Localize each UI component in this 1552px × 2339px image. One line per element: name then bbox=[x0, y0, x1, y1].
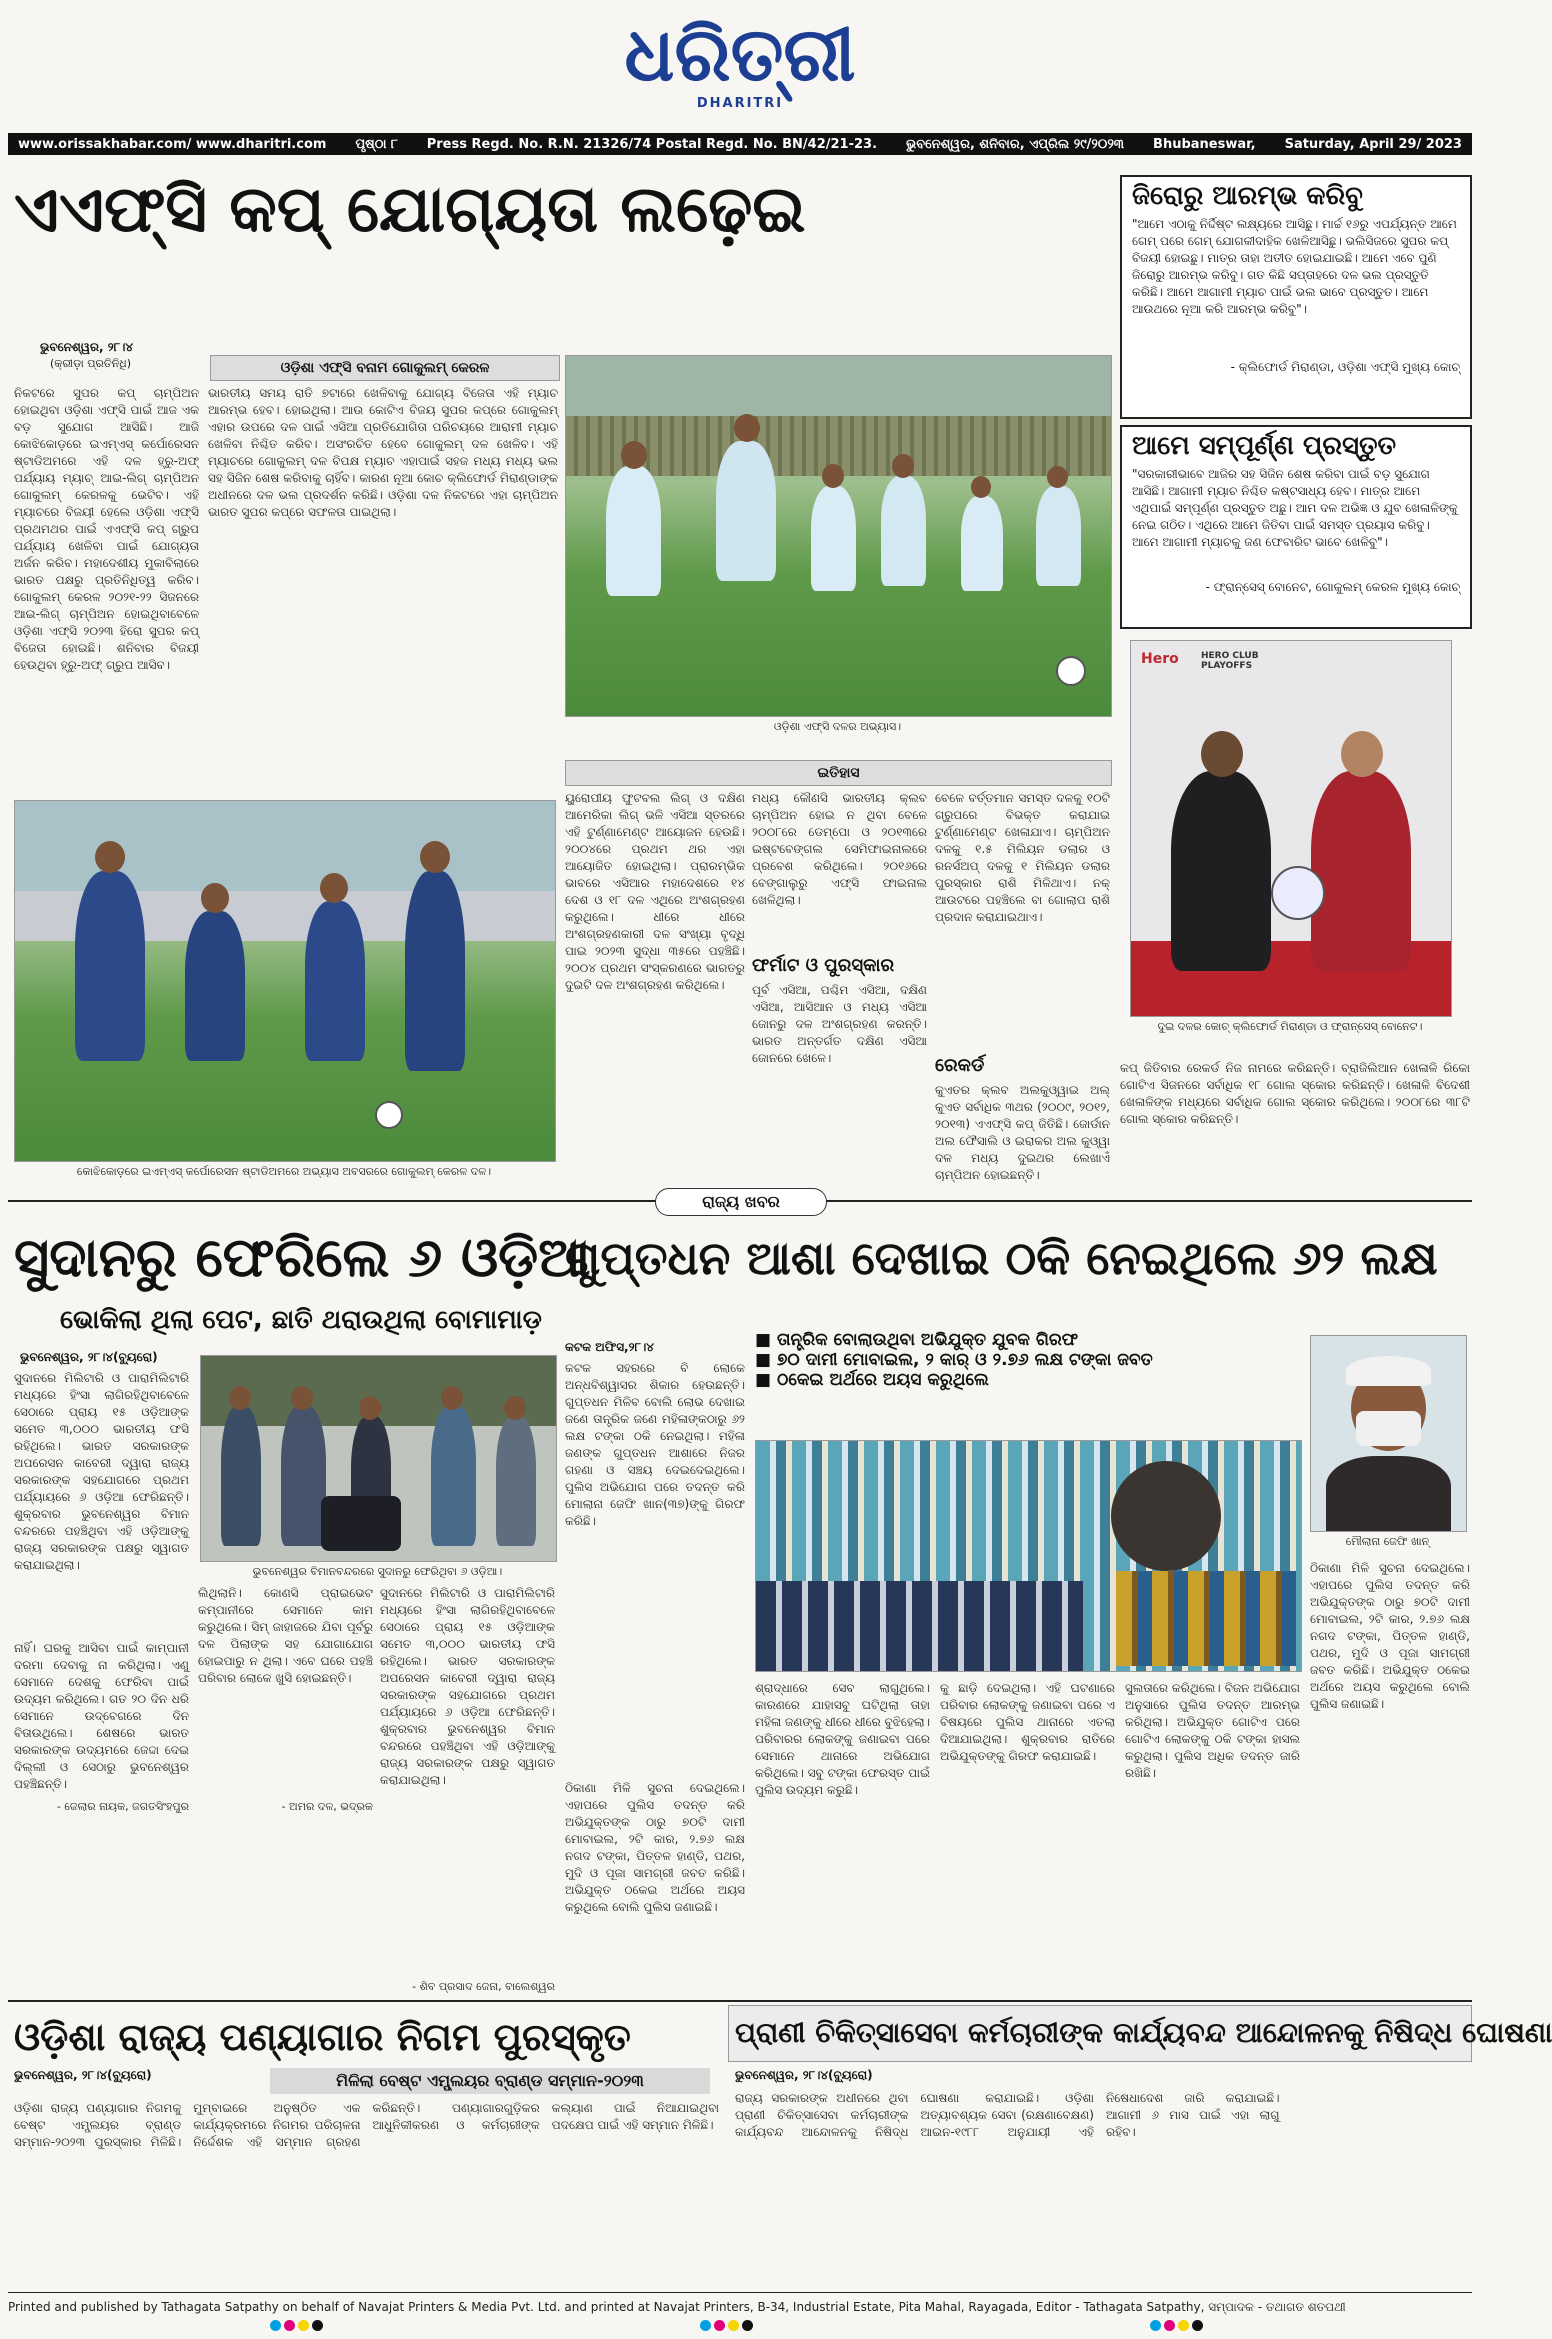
sudan-body-3: ଲିଥିଲାନି। କୋଣସି ପ୍ରାଇଭେଟ କମ୍ପାନୀରେ ସେମାନେ କାମ କରୁଥିଲେ। ସିମ୍ ଜାହାଜରେ ଯିବା ପୂର୍ବରୁ ଦଳ ପିଲାଙ୍କ ସହ ଯୋଗାଯୋଗ ହୋଇପାରୁ ନ ଥିଲା। ଏବେ ଘରେ ପହଞ୍ଚି ପରିବାର ଲୋକେ ଖୁସି ହୋଇଛନ୍ତି। bbox=[198, 1586, 373, 1685]
history-body-2: ମଧ୍ୟ କୌଣସି ଭାରତୀୟ କ୍ଲବ ଚାମ୍ପିଅନ ହୋଇ ନ ଥିବା ବେଳେ ୨୦୦୮ରେ ଡେମ୍ପୋ ଓ ୨୦୧୩ରେ ଇଷ୍ଟବେଙ୍ଗଲ ସେମିଫାଇନାଲରେ ପ୍ରବେଶ କରିଥିଲେ। ୨୦୧୬ରେ ବେଙ୍ଗାଲୁରୁ ଏଫ୍‌ସି ଫାଇନାଲ ଖେଳିଥିଲା। bbox=[752, 791, 927, 907]
sudan-dateline: ଭୁବନେଶ୍ୱର, ୨୮।୪(ବ୍ୟୁରୋ) bbox=[20, 1350, 158, 1364]
treasure-body-5: ସୁଲତାରେ କରିଥିଲେ। ବିଜନ ଅଭିଯୋଗ ଅନୁସାରେ ପୁଲିସ ତଦନ୍ତ ଆରମ୍ଭ କରିଥିଲା। ଅଭିଯୁକ୍ତ ଗୋଟିଏ ପରେ ଗୋଟିଏ ଲୋକଙ୍କୁ ଠକି ଟଙ୍କା ହାସଲ କରୁଥିଲା। ପୁଲିସ ଅଧିକ ତଦନ୍ତ ଜାରି ରଖିଛି। bbox=[1125, 1681, 1300, 1780]
main-body-col1: ନିକଟରେ ସୁପର କପ୍ ଚାମ୍ପିଅନ ହୋଇଥିବା ଓଡ଼ିଶା ଏଫ୍‌ସି ପାଇଁ ଆଜ ଏକ ବଡ଼ ସୁଯୋଗ ଆସିଛି। ଆଜି କୋଝିକୋଡ଼ରେ ଇଏମ୍‌ଏସ୍ କର୍ପୋରେସନ ଷ୍ଟାଡିଅମରେ ଏହି ଦଳ ହ୍ରୁ-ଅଫ୍ ପର୍ଯ୍ୟାୟ ମ୍ୟାଚ୍ ଆଇ-ଲିଗ୍ ଚାମ୍ପିଅନ ଗୋକୁଲମ୍ କେରଳକୁ ଭେଟିବ। ଏହି ମ୍ୟାଚରେ ବିଜୟୀ ହେଲେ ଓଡ଼ିଶା ଏଫ୍‌ସି ପ୍ରଥମଥର ପାଇଁ ଏଏଫ୍‌ସି କପ୍ ଗ୍ରୁପ ପର୍ଯ୍ୟାୟ ଖେଳିବା ପାଇଁ ଯୋଗ୍ୟତା ଅର୍ଜନ କରିବ। ମହାଦେଶୀୟ ମୁକାବିଲାରେ ଭାରତ ପକ୍ଷରୁ ପ୍ରତିନିଧିତ୍ୱ କରିବ। ଗୋକୁଲମ୍ କେରଳ ୨୦୨୧-୨୨ ସିଜନରେ ଆଇ-ଲିଗ୍ ଚାମ୍ପିଅନ ହୋଇଥିବାବେଳେ ଓଡ଼ିଶା ଏଫ୍‌ସି ୨୦୨୩ ହିରୋ ସୁପର କପ୍ ବିଜେତା ହୋଇଛି। ଶନିବାର ବିଜୟୀ ହେଉଥିବା ହ୍ରୁ-ଅଫ୍ ଗ୍ରୁପ ଆସିବ। bbox=[14, 386, 199, 672]
treasure-headline[interactable]: ଗୁପ୍ତଧନ ଆଶା ଦେଖାଇ ଠକି ନେଇଥିଲେ ୬୨ ଲକ୍ଷ bbox=[565, 1231, 1438, 1285]
registration-marks-icon bbox=[1150, 2320, 1203, 2331]
vet-headline[interactable]: ପ୍ରାଣୀ ଚିକିତ୍ସାସେବା କର୍ମଚାରୀଙ୍କ କାର୍ଯ୍ୟବନ୍ଦ ଆନ୍ଦୋଳନକୁ ନିଷିଦ୍ଧ ଘୋଷଣା bbox=[735, 2016, 1552, 2049]
website-links[interactable]: www.orissakhabar.com/ www.dharitri.com bbox=[18, 136, 327, 152]
sudan-photo-caption: ଭୁବନେଶ୍ୱର ବିମାନବନ୍ଦରରେ ସୁଦାନରୁ ଫେରିଥିବା ୬ ଓଡ଼ିଆ। bbox=[252, 1565, 503, 1578]
main-byline: (କ୍ରୀଡ଼ା ପ୍ରତିନିଧି) bbox=[50, 357, 132, 370]
sudan-subhead: ଭୋକିଲା ଥିଲା ପେଟ, ଛାତି ଥରାଉଥିଲା ବୋମାମାଡ଼ bbox=[60, 1305, 542, 1335]
history-label: ଇତିହାସ bbox=[565, 760, 1112, 786]
section-label-state-news: ରାଜ୍ୟ ଖବର bbox=[655, 1188, 827, 1216]
sudan-returnees-photo bbox=[200, 1355, 557, 1562]
sudan-body-2: ନାହିଁ। ଘରକୁ ଆସିବା ପାଇଁ କାମ୍ପାନୀ ଦରମା ଦେବାକୁ ନା କରିଥିଲା। ଏଣୁ ସେମାନେ ଦେଶକୁ ଫେରିବା ପାଇଁ ଉଦ୍ୟମ କରିଥିଲେ। ଗତ ୨୦ ଦିନ ଧରି ସେମାନେ ଉଦ୍‌ବେଗରେ ଦିନ ବିତାଉଥିଲେ। ଶେଷରେ ଭାରତ ସରକାରଙ୍କ ଉଦ୍ୟମରେ ଜେଦ୍ଦା ଦେଇ ଦିଲ୍ଲୀ ଓ ସେଠାରୁ ଭୁବନେଶ୍ୱର ପହଞ୍ଚିଛନ୍ତି। bbox=[14, 1641, 189, 1791]
bullet-item: ■ ଠକେଇ ଅର୍ଥରେ ଅୟସ କରୁଥିଲେ bbox=[755, 1370, 989, 1390]
sudan-sign-3: - ଶିବ ପ୍ରସାଦ ଜେନା, ବାଲେଶ୍ୱର bbox=[412, 1980, 555, 1993]
imprint-line: Printed and published by Tathagata Satpathy on behalf of Navajat Printers & Media Pvt. Ltd. and printed at Navajat Printers, B-34, Industrial Estate, Pita Mahal, Rayagada, Editor - Tathagata Satpathy, ସମ୍ପାଦକ - ତଥାଗତ ଶତପଥୀ bbox=[8, 2300, 1346, 2314]
treasure-bullets bbox=[755, 1330, 1300, 1390]
gokulam-photo-caption: କୋଝିକୋଡ଼ରେ ଇଏମ୍‌ଏସ୍ କର୍ପୋରେସନ ଷ୍ଟାଡିଅମରେ ଅଭ୍ୟାସ ଅବସରରେ ଗୋକୁଲମ୍ କେରଳ ଦଳ। bbox=[76, 1165, 492, 1178]
main-headline[interactable]: ଏଏଫ୍‌ସି କପ୍ ଯୋଗ୍ୟତା ଲଢ଼େଇ bbox=[14, 173, 806, 247]
quote-box-2 bbox=[1120, 425, 1472, 629]
treasure-body-6: ଠିକାଣା ମିଳି ସୁଚନା ଦେଇଥିଲେ। ଏହାପରେ ପୁଲିସ ତଦନ୍ତ କରି ଅଭିଯୁକ୍ତଙ୍କ ଠାରୁ ୭୦ଟି ଦାମୀ ମୋବାଇଲ, ୨ଟି କାର, ୨.୭୬ ଲକ୍ଷ ନଗଦ ଟଙ୍କା, ପିତ୍ତଳ ହାଣ୍ଡି, ପଥର, ମୁଦି ଓ ପୂଜା ସାମଗ୍ରୀ ଜବତ କରିଛି। ଅଭିଯୁକ୍ତ ଠକେଇ ଅର୍ଥରେ ଅୟସ କରୁଥିଲେ ବୋଲି ପୁଲିସ ଜଣାଇଛି। bbox=[1310, 1561, 1470, 1711]
sidebar-heading-1: ଜିରୋରୁ ଆରମ୍ଭ କରିବୁ bbox=[1132, 181, 1363, 211]
records-body-1: କୁଏତର କ୍ଲବ ଅଲକୁଓ୍ୱାଇ ଅଲ୍ କୁଏତ ସର୍ବାଧିକ ୩ଥର (୨୦୦୯, ୨୦୧୨, ୨୦୧୩) ଏଏଫ୍‌ସି କପ୍ ଜିତିଛି। ଜୋର୍ଡାନ ଅଲ ଫୈସାଲି ଓ ଇରାକର ଅଲ କୁଓ୍ୱା ଦଳ ମଧ୍ୟ ଦୁଇଥର ଲେଖାଏଁ ଚାମ୍ପିଅନ ହୋଇଛନ୍ତି। bbox=[935, 1083, 1110, 1182]
registration-marks-icon bbox=[700, 2320, 753, 2331]
warehouse-body: ଓଡ଼ିଶା ରାଜ୍ୟ ପଣ୍ୟାଗାର ନିଗମକୁ ବେଷ୍ଟ ଏମ୍ପ୍ଲୟର ବ୍ରାଣ୍ଡ ସମ୍ମାନ-୨୦୨୩ ପୁରସ୍କାର ମିଳିଛି। ମୁମ୍ବାଇରେ ଅନୁଷ୍ଠିତ ଏକ କାର୍ଯ୍ୟକ୍ରମରେ ନିଗମର ପରିଚାଳନା ନିର୍ଦ୍ଦେଶକ ଏହି ସମ୍ମାନ ଗ୍ରହଣ କରିଛନ୍ତି। ପଣ୍ୟାଗାରଗୁଡ଼ିକର ଆଧୁନିକୀକରଣ ଓ କର୍ମଚାରୀଙ୍କ କଲ୍ୟାଣ ପାଇଁ ନିଆଯାଇଥିବା ପଦକ୍ଷେପ ପାଇଁ ଏହି ସମ୍ମାନ ମିଳିଛି। bbox=[14, 2101, 719, 2149]
treasure-body-2: ଠିକାଣା ମିଳି ସୁଚନା ଦେଇଥିଲେ। ଏହାପରେ ପୁଲିସ ତଦନ୍ତ କରି ଅଭିଯୁକ୍ତଙ୍କ ଠାରୁ ୭୦ଟି ଦାମୀ ମୋବାଇଲ, ୨ଟି କାର, ୨.୭୬ ଲକ୍ଷ ନଗଦ ଟଙ୍କା, ପିତ୍ତଳ ହାଣ୍ଡି, ପଥର, ମୁଦି ଓ ପୂଜା ସାମଗ୍ରୀ ଜବତ କରିଛି। ଅଭିଯୁକ୍ତ ଠକେଇ ଅର୍ଥରେ ଅୟସ କରୁଥିଲେ ବୋଲି ପୁଲିସ ଜଣାଇଛି। bbox=[565, 1781, 745, 1914]
sidebar-heading-2: ଆମେ ସମ୍ପୂର୍ଣ୍ଣ ପ୍ରସ୍ତୁତ bbox=[1132, 431, 1397, 461]
warehouse-headline[interactable]: ଓଡ଼ିଶା ରାଜ୍ୟ ପଣ୍ୟାଗାର ନିଗମ ପୁରସ୍କୃତ bbox=[14, 2015, 631, 2059]
records-body-2: କପ୍ ଜିତିବାର ରେକର୍ଡ ନିଜ ନାମରେ କରିଛନ୍ତି। ବ୍ରାଜିଲିଆନ ଖେଳାଳି ରିକୋ ଗୋଟିଏ ସିଜନରେ ସର୍ବାଧିକ ୧୮ ଗୋଲ ସ୍କୋର କରିଛନ୍ତି। ଖେଳାଳି ବିଦେଶୀ ଖେଳାଳିଙ୍କ ମଧ୍ୟରେ ସର୍ବାଧିକ ଗୋଲ ସ୍କୋର କରିଥିଲେ। ୨୦୦୮ରେ ୩୮ଟି ଗୋଲ ସ୍କୋର କରିଛନ୍ତି। bbox=[1120, 1061, 1470, 1126]
sudan-body-1: ସୁଦାନରେ ମିଲିଟାରି ଓ ପାରାମିଲିଟାରି ମଧ୍ୟରେ ହିଂସା ଲାଗିରହିଥିବାବେଳେ ସେଠାରେ ପ୍ରାୟ ୧୫ ଓଡ଼ିଆଙ୍କ ସମେତ ୩,୦୦୦ ଭାରତୀୟ ଫସି ରହିଥିଲେ। ଭାରତ ସରକାରଙ୍କ ଅପରେସନ କାବେରୀ ଦ୍ୱାରା ରାଜ୍ୟ ସରକାରଙ୍କ ସହଯୋଗରେ ପ୍ରଥମ ପର୍ଯ୍ୟାୟରେ ୬ ଓଡ଼ିଆ ଫେରିଛନ୍ତି। ଶୁକ୍ରବାର ଭୁବନେଶ୍ୱର ବିମାନ ବନ୍ଦରରେ ପହଞ୍ଚିଥିବା ଏହି ଓଡ଼ିଆଙ୍କୁ ରାଜ୍ୟ ସରକାରଙ୍କ ପକ୍ଷରୁ ସ୍ୱାଗତ କରାଯାଇଥିଲା। bbox=[14, 1371, 189, 1572]
treasure-body-1: କଟକ ସହରରେ ବି ଲୋକେ ଅନ୍ଧବିଶ୍ୱାସର ଶିକାର ହେଉଛନ୍ତି। ଗୁପ୍ତଧନ ମିଳିବ ବୋଲି ଲୋଭ ଦେଖାଇ ଜଣେ ତାନ୍ତ୍ରିକ ଜଣେ ମହିଳାଙ୍କଠାରୁ ୬୨ ଲକ୍ଷ ଟଙ୍କା ଠକି ନେଇଥିଲା। ମହିଳା ଜଣଙ୍କ ଗୁପ୍ତଧନ ଆଶାରେ ନିଜର ଗହଣା ଓ ସଞ୍ଚୟ ଦେଇଦେଇଥିଲେ। ପୁଲିସ ଅଭିଯୋଗ ପରେ ତଦନ୍ତ କରି ମୋଲାନା ଜେଫି ଖାନ(୩୭)ଙ୍କୁ ଗିରଫ କରିଛି। bbox=[565, 1361, 745, 1528]
history-body-3: ବେଳେ ବର୍ତ୍ତମାନ ସମସ୍ତ ଦଳକୁ ୧୦ଟି ଗ୍ରୁପରେ ବିଭକ୍ତ କରାଯାଇ ଟୁର୍ଣ୍ଣାମେଣ୍ଟ ଖେଳାଯାଏ। ଚାମ୍ପିଅନ ଦଳକୁ ୧.୫ ମିଲିୟନ ଡଲାର ଓ ରନର୍ସଅପ୍ ଦଳକୁ ୧ ମିଲିୟନ ଡଲାର ପୁରସ୍କାର ରାଶି ମିଳିଥାଏ। ନକ୍ ଆଉଟରେ ପହଞ୍ଚିଲେ ବା ଗୋଲାପ ରାଶି ପ୍ରଦାନ କରାଯାଇଥାଏ। bbox=[935, 791, 1110, 924]
registration-marks-icon bbox=[270, 2320, 323, 2331]
registration-text: Press Regd. No. R.N. 21326/74 Postal Regd. No. BN/42/21-23. bbox=[426, 136, 878, 152]
seized-items-photo bbox=[755, 1440, 1302, 1672]
history-body-1: ୟୁରୋପୀୟ ଫୁଟବଲ ଲିଗ୍ ଓ ଦକ୍ଷିଣ ଆମେରିକା ଲିଗ୍ ଭଳି ଏସିଆ ସ୍ତରରେ ଏହି ଟୁର୍ଣ୍ଣାମେଣ୍ଟ ଆୟୋଜନ ହେଉଛି। ୨୦୦୪ରେ ପ୍ରଥମ ଥର ଏହା ଆୟୋଜିତ ହୋଇଥିଲା। ପ୍ରାରମ୍ଭିକ ଭାବରେ ଏସିଆର ମହାଦେଶରେ ୧୪ ଦେଶ ଓ ୧୮ ଦଳ ଏଥିରେ ଅଂଶଗ୍ରହଣ କରୁଥିଲେ। ଧୀରେ ଧୀରେ ଅଂଶଗ୍ରହଣକାରୀ ଦଳ ସଂଖ୍ୟା ବୃଦ୍ଧି ପାଇ ୨୦୨୩ ସୁଦ୍ଧା ୩୫ରେ ପହଞ୍ଚିଛି। ୨୦୦୪ ପ୍ରଥମ ସଂସ୍କରଣରେ ଭାରତରୁ ଦୁଇଟି ଦଳ ଅଂଶଗ୍ରହଣ କରିଥିଲେ। bbox=[565, 791, 745, 992]
warehouse-dateline: ଭୁବନେଶ୍ୱର, ୨୮।୪(ବ୍ୟୁରୋ) bbox=[14, 2068, 152, 2082]
format-label: ଫର୍ମାଟ ଓ ପୁରସ୍କାର bbox=[752, 955, 895, 976]
bullet-item: ■ ୭୦ ଦାମୀ ମୋବାଇଲ, ୨ କାର୍ ଓ ୨.୭୬ ଲକ୍ଷ ଟଙ୍କା ଜବତ bbox=[755, 1350, 1153, 1370]
main-dateline: ଭୁବନେଶ୍ୱର, ୨୮।୪ bbox=[40, 340, 134, 354]
page-number: ପୃଷ୍ଠା ୮ bbox=[355, 136, 398, 152]
sudan-headline[interactable]: ସୁଦାନରୁ ଫେରିଲେ ୬ ଓଡ଼ିଆ bbox=[14, 1226, 591, 1289]
sudan-sign-1: - ଜେଲାର ନାୟକ, ଜଗତସିଂହପୁର bbox=[56, 1800, 189, 1813]
sudan-sign-2: - ଅମର ଦଳ, ଭଦ୍ରକ bbox=[281, 1800, 373, 1813]
records-label: ରେକର୍ଡ bbox=[935, 1055, 985, 1076]
quote-box-1 bbox=[1120, 175, 1472, 419]
sidebar-attribution-2: - ଫ୍ରାନ୍ସେସ୍ ବୋନେଟ, ଗୋକୁଲମ୍ କେରଳ ମୁଖ୍ୟ କୋଚ୍ bbox=[1205, 580, 1460, 594]
bullet-item: ■ ତାନ୍ତ୍ରିକ ବୋଲାଉଥିବା ଅଭିଯୁକ୍ତ ଯୁବକ ଗିରଫ bbox=[755, 1330, 1079, 1350]
hero-logo-icon: Hero bbox=[1141, 651, 1179, 667]
warehouse-subhead: ମିଳିଲା ବେଷ୍ଟ ଏମ୍ପ୍ଲୟର ବ୍ରାଣ୍ଡ ସମ୍ମାନ-୨୦୨୩ bbox=[270, 2068, 710, 2094]
accused-caption: ମୌଲାନା ଜେଫି ଖାନ୍ bbox=[1345, 1535, 1430, 1548]
treasure-body-3: ଶ୍ରାଦ୍ଧାରେ ସେବ ଲାଗୁଥିଲେ। କାରଣରେ ଯାହାସବୁ ଘଟିଥିଲା ତାହା ମହିଳା ଜଣଙ୍କୁ ଧୀରେ ଧୀରେ ବୁଝିହେଲା। ପରିବାରର ଲୋକଙ୍କୁ ଜଣାଇବା ପରେ ସେମାନେ ଥାନାରେ ଅଭିଯୋଗ କରିଥିଲେ। ସବୁ ଟଙ୍କା ଫେରସ୍ତ ପାଇଁ ପୁଲିସ ଉଦ୍ୟମ କରୁଛି। bbox=[755, 1681, 930, 1797]
sidebar-quote-2: "ସରକାରୀଭାବେ ଆଜିର ସହ ସିଜିନ ଶେଷ କରିବା ପାଇଁ ବଡ଼ ସୁଯୋଗ ଆସିଛି। ଆଗାମୀ ମ୍ୟାଚ ନିଶ୍ଚିତ କଷ୍ଟସାଧ୍ୟ ହେବ। ମାତ୍ର ଆମେ ଏଥିପାଇଁ ସମ୍ପୂର୍ଣ୍ଣ ପ୍ରସ୍ତୁତ ଅଛୁ। ଆମ ଦଳ ଅଭିଜ୍ଞ ଓ ଯୁବ ଖେଳାଳିଙ୍କୁ ନେଇ ଗଠିତ। ଏଥିରେ ଆମେ ଜିତିବା ପାଇଁ ସମସ୍ତ ପ୍ରୟାସ କରିବୁ। ଆମେ ଆଗାମୀ ମ୍ୟାଚକୁ ଜଣ ଫେବାରିଟ ଭାବେ ଖେଳିବୁ"। bbox=[1132, 467, 1458, 549]
city-name: Bhubaneswar, bbox=[1153, 136, 1256, 152]
odisha-photo-caption: ଓଡ଼ିଶା ଏଫ୍‌ସି ଦଳର ଅଭ୍ୟାସ। bbox=[773, 720, 902, 733]
coaches-photo-caption: ଦୁଇ ଦଳର କୋଚ୍ କ୍ଲିଫୋର୍ଡ ମିରାଣ୍ଡା ଓ ଫ୍ରାନ୍ସେସ୍ ବୋନେଟ। bbox=[1157, 1020, 1423, 1033]
english-date: Saturday, April 29/ 2023 bbox=[1284, 136, 1462, 152]
main-body-col2: ଭାରତୀୟ ସମୟ ରାତି ୭ଟାରେ ଖେଳିବାକୁ ଯୋଗ୍ୟ ବିଜେତା ଏହି ମ୍ୟାଚ ଆରମ୍ଭ ହେବ। ହୋଇଥିଲା। ଆଉ କୋଟିଏ ବିଜୟ ସୁପର କପ୍‌ରେ ଗୋକୁଲମ୍ ଏହାର ଉପରେ ଦଳ ପାଇଁ ଏସିଆ ପ୍ରତିଯୋଗିତା ପରିଚୟରେ ଆରାମୀ ମ୍ୟାଚ ଖେଳିବା ନିଶ୍ଚିତ କରିବ। ଅସଂରଚିତ ହେବେ ଗୋକୁଲମ୍ ଦଳ ଖେଳିବ। ଏହି ମ୍ୟାଚରେ ଗୋକୁଲମ୍ ଦଳ ବିପକ୍ଷ ମ୍ୟାଚ ଏହାପାଇଁ ସହଜ ମଧ୍ୟ ମଧ୍ୟ ଭଲ ସହ ସିଜିନ ଶେଷ କରିବାକୁ ଚାହିଁବ। କାରଣ ନୂଆ କୋଚ କ୍ଲିଫୋର୍ଡ ମିରାଣ୍ଡାଙ୍କ ଅଧୀନରେ ଦଳ ଭଲ ପ୍ରଦର୍ଶନ କରିଛି। ଓଡ଼ିଶା ଦଳ ନିକଟରେ ଏହା ଚାମ୍ପିଅନ ଭାରତ ସୁପର କପ୍‌ରେ ସଫଳତା ପାଇଥିଲା। bbox=[208, 386, 558, 519]
vet-body: ରାଜ୍ୟ ସରକାରଙ୍କ ଅଧୀନରେ ଥିବା ପ୍ରାଣୀ ଚିକିତ୍ସାସେବା କର୍ମଚାରୀଙ୍କ କାର୍ଯ୍ୟବନ୍ଦ ଆନ୍ଦୋଳନକୁ ନିଷିଦ୍ଧ ଘୋଷଣା କରାଯାଇଛି। ଓଡ଼ିଶା ଅତ୍ୟାବଶ୍ୟକ ସେବା (ରକ୍ଷଣାବେକ୍ଷଣ) ଆଇନ-୧୯୮୮ ଅନୁଯାୟୀ ଏହି ନିଷେଧାଦେଶ ଜାରି କରାଯାଇଛି। ଆଗାମୀ ୬ ମାସ ପାଇଁ ଏହା ଲାଗୁ ରହିବ। bbox=[735, 2091, 1280, 2139]
odisha-fc-practice-photo bbox=[565, 355, 1112, 717]
match-label: ଓଡ଼ିଶା ଏଫ୍‌ସି ବନାମ ଗୋକୁଲମ୍ କେରଳ bbox=[210, 355, 560, 381]
newspaper-logo-latin: DHARITRI bbox=[696, 96, 784, 111]
registration-bar bbox=[8, 133, 1472, 155]
odia-date: ଭୁବନେଶ୍ୱର, ଶନିବାର, ଏପ୍ରିଲ ୨୯/୨୦୨୩ bbox=[906, 136, 1125, 152]
format-body: ପୂର୍ବ ଏସିଆ, ପଶ୍ଚିମ ଏସିଆ, ଦକ୍ଷିଣ ଏସିଆ, ଆସିଆନ ଓ ମଧ୍ୟ ଏସିଆ ଜୋନରୁ ଦଳ ଅଂଶଗ୍ରହଣ କରନ୍ତି। ଭାରତ ଅନ୍ତର୍ଗତ ଦକ୍ଷିଣ ଏସିଆ ଜୋନରେ ଖେଳେ। bbox=[752, 983, 927, 1065]
coaches-photo bbox=[1130, 640, 1452, 1017]
treasure-body-4: କୁ ଛାଡ଼ି ଦେଇଥିଲା। ଏହି ଘଟଣାରେ ପରିବାର ଲୋକଙ୍କୁ ଜଣାଇବା ପରେ ଏ ବିଷୟରେ ପୁଲିସ ଥାନାରେ ଏତଲା ଦିଆଯାଇଥିଲା। ଶୁକ୍ରବାର ରାତିରେ ଅଭିଯୁକ୍ତଙ୍କୁ ଗିରଫ କରାଯାଇଛି। bbox=[940, 1681, 1115, 1763]
sidebar-quote-1: "ଆମେ ଏଠାକୁ ନିର୍ଦ୍ଦିଷ୍ଟ ଲକ୍ଷ୍ୟରେ ଆସିଛୁ। ମାର୍ଚ୍ଚ ୧୬ରୁ ଏପର୍ଯ୍ୟନ୍ତ ଆମେ ଗେମ୍ ପରେ ଗେମ୍ ଯୋଗକୀଦାହିକ ଖେଳିଆସିଛୁ। ଭଲିସିଜରେ ସୁପର କପ୍ ବିଜୟୀ ହୋଇଛୁ। ମାତ୍ର ତାହା ଅତୀତ ହୋଇଯାଇଛି। ଆମେ ଏବେ ପୁଣି ଜିରୋରୁ ଆରମ୍ଭ କରିବୁ। ଗତ କିଛି ସପ୍ତାହରେ ଦଳ ଭଲ ପ୍ରସ୍ତୁତି କରିଛି। ଆମେ ଆଗାମୀ ମ୍ୟାଚ ପାଇଁ ଭଲ ଭାବେ ପ୍ରସ୍ତୁତ। ଆମେ ଆଉଥରେ ନୂଆ କରି ଆରମ୍ଭ କରିବୁ"। bbox=[1132, 217, 1457, 316]
accused-photo bbox=[1310, 1335, 1467, 1532]
newspaper-logo: ଧରିତ୍ରୀ bbox=[624, 12, 856, 98]
sudan-body-1-continued: ସୁଦାନରେ ମିଲିଟାରି ଓ ପାରାମିଲିଟାରି ମଧ୍ୟରେ ହିଂସା ଲାଗିରହିଥିବାବେଳେ ସେଠାରେ ପ୍ରାୟ ୧୫ ଓଡ଼ିଆଙ୍କ ସମେତ ୩,୦୦୦ ଭାରତୀୟ ଫସି ରହିଥିଲେ। ଭାରତ ସରକାରଙ୍କ ଅପରେସନ କାବେରୀ ଦ୍ୱାରା ରାଜ୍ୟ ସରକାରଙ୍କ ସହଯୋଗରେ ପ୍ରଥମ ପର୍ଯ୍ୟାୟରେ ୬ ଓଡ଼ିଆ ଫେରିଛନ୍ତି। ଶୁକ୍ରବାର ଭୁବନେଶ୍ୱର ବିମାନ ବନ୍ଦରରେ ପହଞ୍ଚିଥିବା ଏହି ଓଡ଼ିଆଙ୍କୁ ରାଜ୍ୟ ସରକାରଙ୍କ ପକ୍ଷରୁ ସ୍ୱାଗତ କରାଯାଇଥିଲା। bbox=[380, 1586, 555, 1787]
sidebar-attribution-1: - କ୍ଲିଫୋର୍ଡ ମିରାଣ୍ଡା, ଓଡ଼ିଶା ଏଫ୍‌ସି ମୁଖ୍ୟ କୋଚ୍ bbox=[1230, 360, 1460, 374]
gokulam-practice-photo bbox=[14, 800, 556, 1162]
treasure-dateline: କଟକ ଅଫିସ,୨୮।୪ bbox=[565, 1340, 654, 1354]
vet-dateline: ଭୁବନେଶ୍ୱର, ୨୮।୪(ବ୍ୟୁରୋ) bbox=[735, 2068, 873, 2082]
playoffs-banner: HERO CLUB PLAYOFFS bbox=[1201, 651, 1259, 671]
